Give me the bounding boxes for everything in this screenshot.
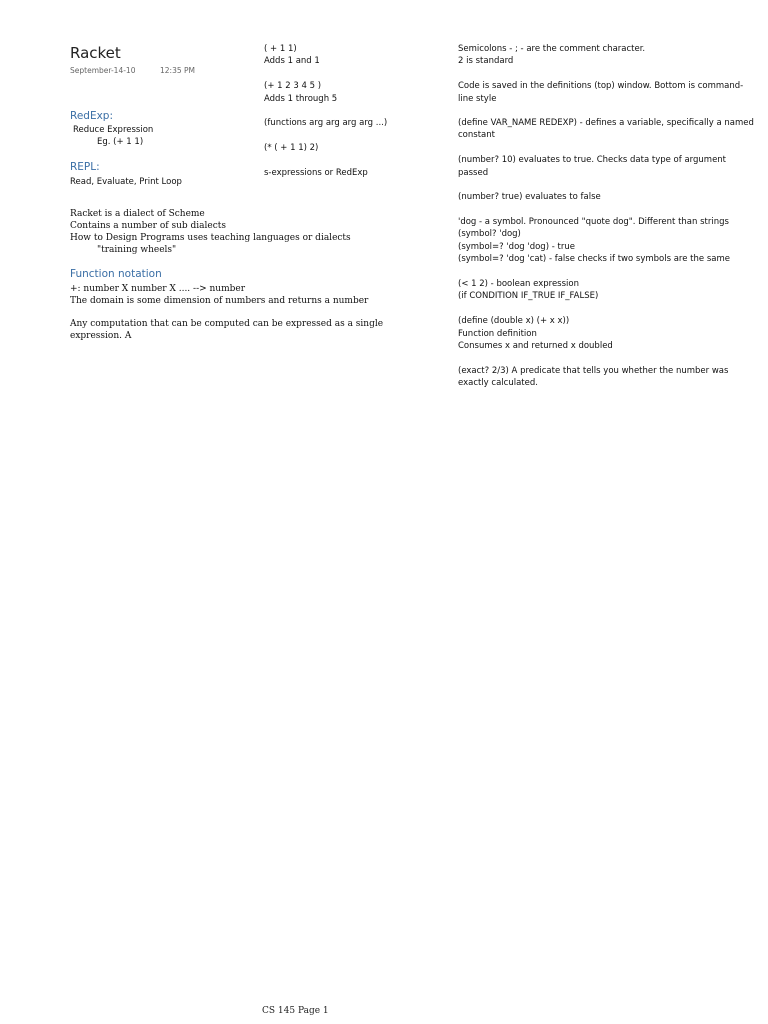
right-line: (< 1 2) - boolean expression [458,279,579,289]
note-line: How to Design Programs uses teaching languages or dialects [70,233,351,243]
middle-line: Adds 1 and 1 [264,56,320,66]
middle-line: (functions arg arg arg arg ...) [264,118,388,128]
redexp-example: Eg. (+ 1 1) [97,137,144,147]
function-notation-block [70,283,368,307]
right-line: 'dog - a symbol. Pronounced "quote dog". Different than strings [458,217,729,227]
page-date: September-14-10 [70,66,136,75]
right-line: (number? 10) evaluates to true. Checks data type of argument [458,155,727,165]
middle-line: ( + 1 1) [264,44,297,54]
note-line: expression. A [70,331,132,341]
note-line: Contains a number of sub dialects [70,221,226,231]
repl-heading: REPL: [70,161,100,173]
redexp-line: Reduce Expression [73,125,154,135]
note-line: +: number X number X .... --> number [70,284,246,294]
right-line: (define (double x) (+ x x)) [458,316,570,326]
note-line: Any computation that can be computed can be expressed as a single [70,319,384,329]
right-line: (exact? 2/3) A predicate that tells you whether the number was [458,366,729,376]
right-line: Semicolons - ; - are the comment character. [458,44,646,54]
middle-line: (+ 1 2 3 4 5 ) [264,81,322,91]
note-line: Racket is a dialect of Scheme [70,209,205,219]
middle-line: (* ( + 1 1) 2) [264,143,319,153]
right-line: exactly calculated. [458,378,538,388]
scheme-notes [70,208,351,256]
repl-line: Read, Evaluate, Print Loop [70,177,182,187]
redexp-heading: RedExp: [70,110,113,122]
right-line: (symbol=? 'dog 'cat) - false checks if two symbols are the same [458,254,730,264]
right-line: constant [458,130,495,140]
right-line: Code is saved in the definitions (top) window. Bottom is command- [458,81,744,91]
right-line: Consumes x and returned x doubled [458,341,613,351]
note-line: "training wheels" [97,245,177,255]
middle-line: s-expressions or RedExp [264,168,368,178]
right-line: 2 is standard [458,56,514,66]
redexp-block [70,124,153,148]
middle-line: Adds 1 through 5 [264,94,338,104]
right-line: (define VAR_NAME REDEXP) - defines a variable, specifically a named [458,118,754,128]
right-line: Function definition [458,329,537,339]
note-line: The domain is some dimension of numbers and returns a number [70,296,369,306]
right-line: passed [458,168,489,178]
right-line: (symbol=? 'dog 'dog) - true [458,242,575,252]
right-line: (if CONDITION IF_TRUE IF_FALSE) [458,291,599,301]
computation-note [70,318,383,342]
page-footer: CS 145 Page 1 [262,1006,329,1016]
page-time: 12:35 PM [160,66,195,75]
right-line: (symbol? 'dog) [458,229,521,239]
right-line: line style [458,94,497,104]
page-title: Racket [70,44,121,62]
right-line: (number? true) evaluates to false [458,192,601,202]
function-notation-heading: Function notation [70,268,162,280]
